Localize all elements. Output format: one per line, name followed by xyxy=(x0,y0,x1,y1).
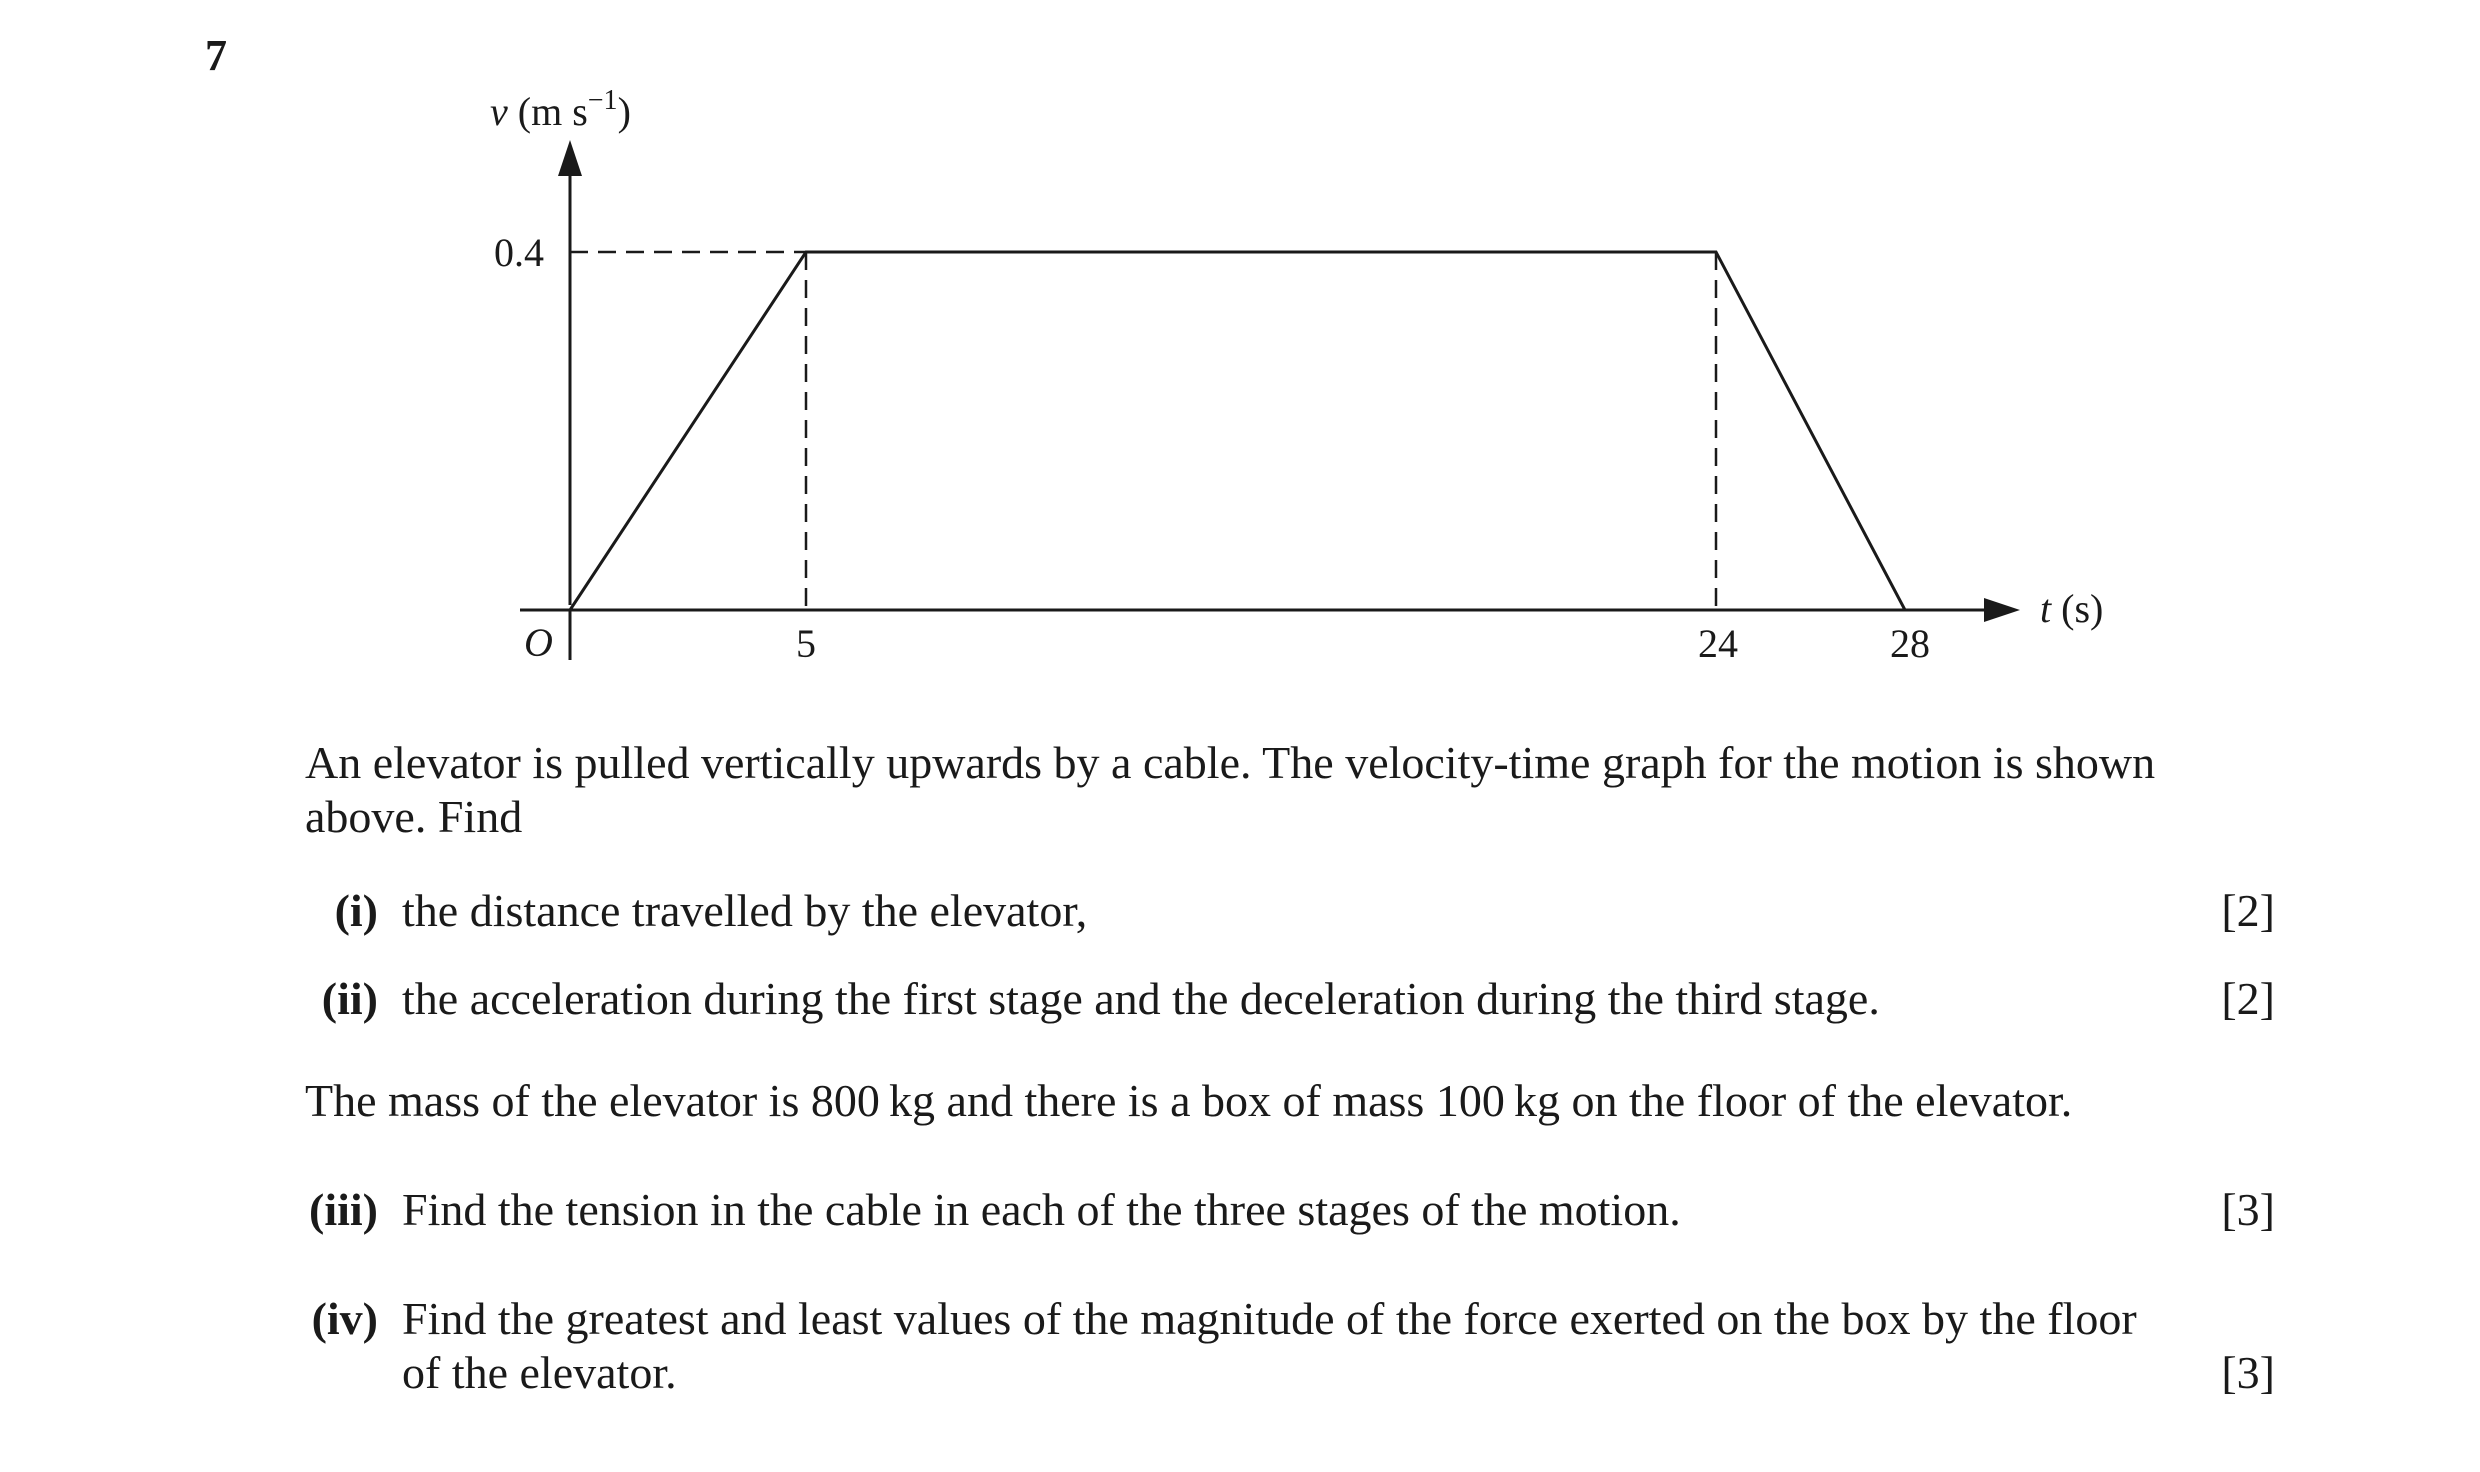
part-iv-text-line-1: Find the greatest and least values of the magnitude of the force exerted on the box by the floor xyxy=(402,1293,2137,1344)
part-i-marks: [2] xyxy=(2221,885,2275,936)
question-number: 7 xyxy=(205,31,227,80)
part-iv-marks: [3] xyxy=(2221,1347,2275,1398)
x-axis-label: t (s) xyxy=(2040,586,2104,631)
intro-line-2: above. Find xyxy=(305,791,523,842)
part-ii-label: (ii) xyxy=(321,973,378,1024)
x-axis-arrow-icon xyxy=(1984,598,2020,622)
velocity-time-graph xyxy=(0,0,2480,700)
velocity-series-line xyxy=(570,252,1905,610)
y-tick-label-0-4: 0.4 xyxy=(494,230,544,275)
part-ii-marks: [2] xyxy=(2221,973,2275,1024)
x-tick-label-28: 28 xyxy=(1890,621,1930,666)
y-axis-label: v (m $s^{-1}$) xyxy=(490,85,631,134)
x-tick-label-5: 5 xyxy=(796,621,816,666)
x-tick-label-24: 24 xyxy=(1698,621,1738,666)
part-iv-text-line-2: of the elevator. xyxy=(402,1347,677,1398)
intro-line-1: An elevator is pulled vertically upwards by a cable. The velocity-time graph for the motion is shown xyxy=(305,737,2156,788)
part-iv-label: (iv) xyxy=(311,1293,378,1344)
part-i-text: the distance travelled by the elevator, xyxy=(402,885,1088,936)
mass-statement: The mass of the elevator is 800 kg and there is a box of mass 100 kg on the floor of the elevator. xyxy=(305,1075,2073,1126)
intro-text xyxy=(305,736,2155,844)
part-iii-label: (iii) xyxy=(309,1184,378,1235)
part-ii-text: the acceleration during the first stage and the deceleration during the third stage. xyxy=(402,973,1880,1024)
origin-label: O xyxy=(524,620,553,665)
part-iii-text: Find the tension in the cable in each of the three stages of the motion. xyxy=(402,1184,1681,1235)
part-i-label: (i) xyxy=(334,885,378,936)
part-iii-marks: [3] xyxy=(2221,1184,2275,1235)
y-axis-arrow-icon xyxy=(558,140,582,176)
